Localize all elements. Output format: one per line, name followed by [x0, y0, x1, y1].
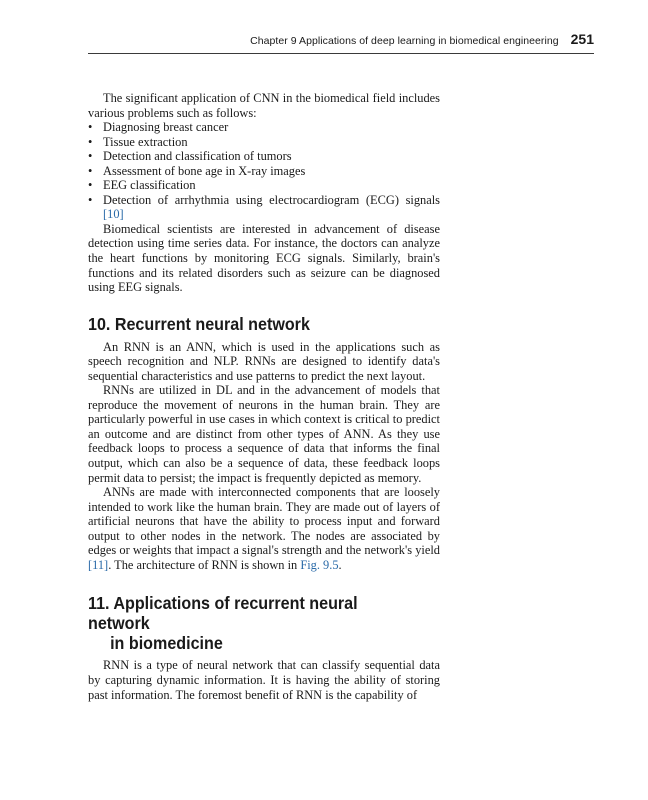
running-header	[88, 31, 594, 54]
bullet-icon: •	[88, 120, 93, 135]
section-11-heading-text	[88, 593, 412, 653]
section-11-heading	[88, 593, 440, 653]
section-10-paragraph-1: An RNN is an ANN, which is used in the applications such as speech recognition and NLP. RNNs are designed to identify data's sequential characteristics and use patterns to predict the next layout.	[88, 339, 440, 383]
list-item	[88, 135, 440, 150]
list-item-text: Assessment of bone age in X-ray images	[103, 163, 306, 178]
list-item	[88, 178, 440, 193]
list-item	[88, 193, 440, 222]
list-item-text: Tissue extraction	[103, 134, 188, 149]
bullet-icon: •	[88, 134, 93, 149]
list-item	[88, 149, 440, 164]
section-10-paragraph-2: RNNs are utilized in DL and in the advancement of models that reproduce the movement of neurons in the human brain. They are particularly powerful in use cases in which context is critical to predict an outcome and are distinct from other types of ANN. As they use feedback loops to process a sequence of data that informs the final output, which can also be a sequence of data, these feedback loops permit data to persist; the impact is frequently depicted as memory.	[88, 383, 440, 485]
citation-link-10[interactable]: [10]	[103, 207, 124, 222]
list-item	[88, 120, 440, 135]
bullet-icon: •	[88, 149, 93, 164]
list-item	[88, 164, 440, 179]
section-10-heading: 10. Recurrent neural network	[88, 313, 310, 334]
list-item-text: Detection of arrhythmia using electrocardiogram (ECG) signals	[103, 192, 440, 207]
list-item-text: Detection and classification of tumors	[103, 149, 292, 164]
bullet-icon: •	[88, 192, 93, 207]
paragraph-text: .	[338, 557, 342, 572]
paragraph-text: . The architecture of RNN is shown in	[108, 557, 298, 572]
figure-link[interactable]: Fig. 9.5	[300, 557, 339, 572]
section-10-paragraph-3	[88, 485, 440, 572]
heading-line-1: 11. Applications of recurrent neural network	[88, 593, 358, 634]
chapter-title: Chapter 9 Applications of deep learning in biomedical engineering	[250, 35, 559, 47]
bullet-icon: •	[88, 163, 93, 178]
cnn-applications-list	[88, 120, 440, 222]
intro-paragraph-2: Biomedical scientists are interested in advancement of disease detection using time series data. For instance, the doctors can analyze the heart functions by monitoring ECG signals. Similarly, brain's functions and its related disorders such as seizure can be diagnosed using EEG signals.	[88, 221, 440, 295]
page-body	[88, 91, 440, 702]
intro-lead-paragraph: The significant application of CNN in the biomedical field includes various problems such as follows:	[88, 91, 440, 120]
citation-link-11[interactable]: [11]	[88, 557, 109, 572]
bullet-icon: •	[88, 178, 93, 193]
list-item-text: EEG classification	[103, 178, 196, 193]
page-number: 251	[570, 31, 594, 47]
heading-line-2: in biomedicine	[110, 633, 223, 654]
paragraph-text: ANNs are made with interconnected components that are loosely intended to work like the human brain. They are made out of layers of artificial neurons that have the ability to process input and forward output to other nodes in the network. The nodes are associated by edges or weights that impact a signal's strength and the network's yield	[88, 485, 440, 558]
list-item-text: Diagnosing breast cancer	[103, 120, 229, 135]
section-11-paragraph-1: RNN is a type of neural network that can classify sequential data by capturing dynamic information. It is having the ability of storing past information. The foremost benefit of RNN is the capability of	[88, 658, 440, 702]
